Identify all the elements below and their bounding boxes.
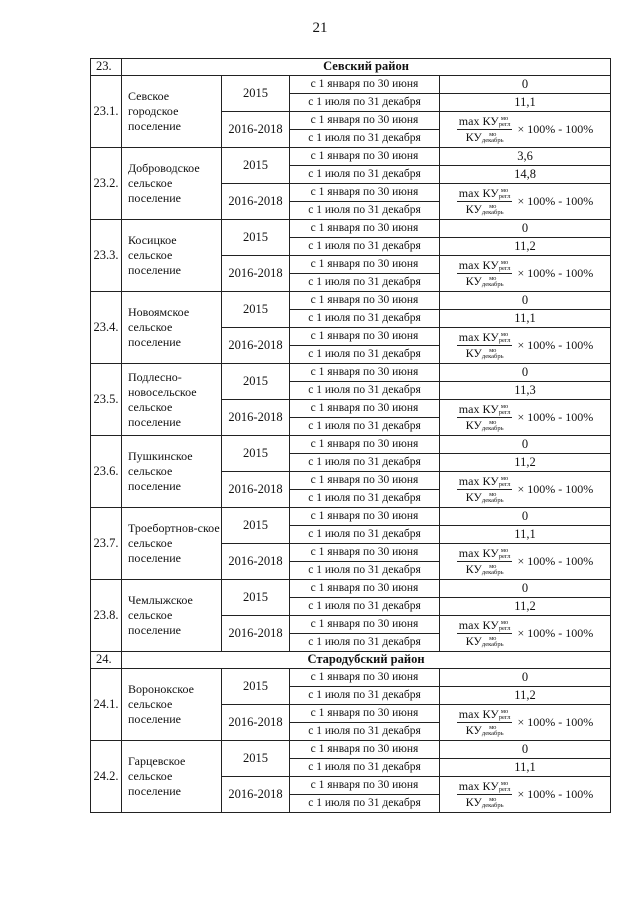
year-cell: 2015	[222, 741, 290, 777]
period-cell: с 1 июля по 31 декабря	[290, 202, 440, 220]
ku-symbol: КУ	[482, 706, 499, 721]
settlement-name: Пушкинское сельское поселение	[122, 436, 222, 508]
ku-indices	[499, 260, 511, 272]
ku-subscript: декабрь	[481, 497, 504, 505]
period-cell: с 1 января по 30 июня	[290, 508, 440, 526]
ku-superscript: мо	[500, 187, 509, 195]
ku-superscript: мо	[489, 491, 497, 499]
period-cell: с 1 января по 30 июня	[290, 741, 440, 759]
period-cell: с 1 января по 30 июня	[290, 292, 440, 310]
value-cell: 0	[440, 292, 611, 310]
ku-indices	[482, 797, 504, 809]
period-cell: с 1 января по 30 июня	[290, 616, 440, 634]
period-cell: с 1 июля по 31 декабря	[290, 274, 440, 292]
formula-denominator	[464, 346, 506, 360]
value-cell: 3,6	[440, 148, 611, 166]
period-cell: с 1 января по 30 июня	[290, 544, 440, 562]
ku-symbol: КУ	[465, 202, 482, 216]
formula-multiplier: × 100% - 100%	[517, 787, 594, 802]
value-cell: 14,8	[440, 166, 611, 184]
table-row	[91, 148, 611, 166]
max-label: max	[458, 185, 480, 200]
value-cell: 11,2	[440, 454, 611, 472]
ku-symbol: КУ	[465, 130, 482, 144]
ku-subscript: регл	[498, 481, 511, 489]
formula-cell	[440, 328, 611, 364]
formula	[457, 259, 593, 288]
formula-multiplier: × 100% - 100%	[517, 715, 594, 730]
page-number: 21	[312, 20, 328, 36]
period-cell: с 1 января по 30 июня	[290, 184, 440, 202]
ku-superscript: мо	[500, 115, 509, 123]
ku-indices	[482, 276, 504, 288]
year-cell: 2016-2018	[222, 472, 290, 508]
formula	[457, 547, 593, 576]
period-cell: с 1 июля по 31 декабря	[290, 634, 440, 652]
ku-symbol: КУ	[465, 634, 482, 648]
settlement-name: Гарцевское сельское поселение	[122, 741, 222, 813]
row-number: 23.7.	[91, 508, 122, 580]
row-number: 23.1.	[91, 76, 122, 148]
ku-symbol: КУ	[465, 723, 482, 737]
max-label: max	[458, 401, 480, 416]
ku-subscript: регл	[498, 265, 511, 273]
max-label: max	[458, 706, 480, 721]
formula-numerator	[457, 115, 513, 130]
settlement-name: Чемлыжское сельское поселение	[122, 580, 222, 652]
year-cell: 2015	[222, 436, 290, 472]
formula	[457, 331, 593, 360]
period-cell: с 1 июля по 31 декабря	[290, 382, 440, 400]
period-cell: с 1 июля по 31 декабря	[290, 454, 440, 472]
section-number: 23.	[91, 59, 122, 76]
ku-superscript: мо	[500, 547, 509, 555]
max-label: max	[458, 545, 480, 560]
period-cell: с 1 января по 30 июня	[290, 112, 440, 130]
ku-indices	[482, 492, 504, 504]
period-cell: с 1 июля по 31 декабря	[290, 562, 440, 580]
period-cell: с 1 января по 30 июня	[290, 436, 440, 454]
ku-symbol: КУ	[482, 401, 499, 416]
formula	[457, 708, 593, 737]
settlement-name: Севское городское поселение	[122, 76, 222, 148]
formula-multiplier: × 100% - 100%	[517, 626, 594, 641]
period-cell: с 1 января по 30 июня	[290, 364, 440, 382]
formula-denominator	[464, 634, 506, 648]
row-number: 23.5.	[91, 364, 122, 436]
settlement-name: Косицкое сельское поселение	[122, 220, 222, 292]
ku-superscript: мо	[489, 724, 497, 732]
period-cell: с 1 июля по 31 декабря	[290, 598, 440, 616]
value-cell: 0	[440, 669, 611, 687]
table-row	[91, 364, 611, 382]
period-cell: с 1 июля по 31 декабря	[290, 526, 440, 544]
value-cell: 11,2	[440, 598, 611, 616]
settlement-name: Новоямское сельское поселение	[122, 292, 222, 364]
ku-subscript: регл	[498, 625, 511, 633]
formula-cell	[440, 472, 611, 508]
formula-numerator	[457, 259, 513, 274]
settlement-name: Подлесно-новосельское сельское поселение	[122, 364, 222, 436]
year-cell: 2015	[222, 580, 290, 616]
max-label: max	[458, 778, 480, 793]
value-cell: 0	[440, 436, 611, 454]
ku-indices	[499, 620, 511, 632]
period-cell: с 1 июля по 31 декабря	[290, 346, 440, 364]
ku-subscript: декабрь	[481, 137, 504, 145]
year-cell: 2016-2018	[222, 328, 290, 364]
ku-subscript: регл	[498, 121, 511, 129]
ku-indices	[482, 348, 504, 360]
year-cell: 2015	[222, 148, 290, 184]
ku-subscript: регл	[498, 409, 511, 417]
period-cell: с 1 июля по 31 декабря	[290, 759, 440, 777]
formula-multiplier: × 100% - 100%	[517, 266, 594, 281]
formula-denominator	[464, 418, 506, 432]
section-number: 24.	[91, 652, 122, 669]
formula	[457, 475, 593, 504]
formula-denominator	[464, 723, 506, 737]
period-cell: с 1 января по 30 июня	[290, 777, 440, 795]
formula-fraction	[457, 708, 513, 737]
formula-numerator	[457, 708, 513, 723]
formula-denominator	[464, 795, 506, 809]
period-cell: с 1 января по 30 июня	[290, 256, 440, 274]
formula-fraction	[457, 187, 513, 216]
year-cell: 2016-2018	[222, 705, 290, 741]
period-cell: с 1 января по 30 июня	[290, 148, 440, 166]
formula-cell	[440, 112, 611, 148]
ku-indices	[482, 725, 504, 737]
ku-symbol: КУ	[482, 778, 499, 793]
table-row	[91, 76, 611, 94]
period-cell: с 1 июля по 31 декабря	[290, 723, 440, 741]
formula-fraction	[457, 331, 513, 360]
ku-superscript: мо	[500, 780, 509, 788]
ku-symbol: КУ	[482, 257, 499, 272]
formula-multiplier: × 100% - 100%	[517, 482, 594, 497]
ku-symbol: КУ	[482, 329, 499, 344]
formula-denominator	[464, 130, 506, 144]
section-title: Севский район	[122, 59, 611, 76]
formula	[457, 115, 593, 144]
ku-subscript: декабрь	[481, 569, 504, 577]
ku-superscript: мо	[489, 275, 497, 283]
ku-indices	[499, 476, 511, 488]
formula	[457, 187, 593, 216]
year-cell: 2015	[222, 669, 290, 705]
formula-fraction	[457, 115, 513, 144]
ku-subscript: декабрь	[481, 281, 504, 289]
ku-symbol: КУ	[465, 346, 482, 360]
ku-indices	[499, 709, 511, 721]
formula-cell	[440, 256, 611, 292]
ku-symbol: КУ	[465, 490, 482, 504]
row-number: 23.8.	[91, 580, 122, 652]
period-cell: с 1 июля по 31 декабря	[290, 238, 440, 256]
max-label: max	[458, 257, 480, 272]
ku-indices	[482, 564, 504, 576]
ku-symbol: КУ	[482, 113, 499, 128]
ku-subscript: декабрь	[481, 209, 504, 217]
value-cell: 11,1	[440, 94, 611, 112]
formula-cell	[440, 777, 611, 813]
period-cell: с 1 июля по 31 декабря	[290, 310, 440, 328]
ku-indices	[482, 204, 504, 216]
ku-subscript: декабрь	[481, 641, 504, 649]
ku-subscript: регл	[498, 714, 511, 722]
formula-numerator	[457, 403, 513, 418]
formula-numerator	[457, 619, 513, 634]
formula-denominator	[464, 490, 506, 504]
formula-cell	[440, 184, 611, 220]
year-cell: 2015	[222, 364, 290, 400]
ku-superscript: мо	[489, 796, 497, 804]
ku-indices	[482, 636, 504, 648]
year-cell: 2016-2018	[222, 616, 290, 652]
ku-indices	[482, 420, 504, 432]
period-cell: с 1 января по 30 июня	[290, 328, 440, 346]
row-number: 23.2.	[91, 148, 122, 220]
value-cell: 0	[440, 580, 611, 598]
formula-fraction	[457, 547, 513, 576]
period-cell: с 1 июля по 31 декабря	[290, 94, 440, 112]
ku-symbol: КУ	[465, 418, 482, 432]
formula-multiplier: × 100% - 100%	[517, 410, 594, 425]
table-row	[91, 292, 611, 310]
row-number: 24.2.	[91, 741, 122, 813]
year-cell: 2015	[222, 220, 290, 256]
formula-multiplier: × 100% - 100%	[517, 554, 594, 569]
ku-superscript: мо	[489, 203, 497, 211]
value-cell: 11,2	[440, 687, 611, 705]
ku-symbol: КУ	[482, 473, 499, 488]
ku-symbol: КУ	[465, 274, 482, 288]
formula-fraction	[457, 780, 513, 809]
ku-indices	[499, 548, 511, 560]
period-cell: с 1 июля по 31 декабря	[290, 795, 440, 813]
value-cell: 0	[440, 364, 611, 382]
ku-superscript: мо	[500, 403, 509, 411]
ku-symbol: КУ	[465, 795, 482, 809]
settlement-name: Воронокское сельское поселение	[122, 669, 222, 741]
year-cell: 2015	[222, 292, 290, 328]
formula-numerator	[457, 331, 513, 346]
period-cell: с 1 июля по 31 декабря	[290, 130, 440, 148]
year-cell: 2016-2018	[222, 184, 290, 220]
ku-superscript: мо	[489, 563, 497, 571]
period-cell: с 1 июля по 31 декабря	[290, 490, 440, 508]
formula-fraction	[457, 475, 513, 504]
value-cell: 0	[440, 76, 611, 94]
formula-numerator	[457, 475, 513, 490]
ku-superscript: мо	[489, 419, 497, 427]
ku-subscript: регл	[498, 337, 511, 345]
row-number: 23.3.	[91, 220, 122, 292]
ku-indices	[482, 132, 504, 144]
ku-subscript: декабрь	[481, 730, 504, 738]
ku-indices	[499, 188, 511, 200]
formula-numerator	[457, 780, 513, 795]
period-cell: с 1 января по 30 июня	[290, 705, 440, 723]
ku-superscript: мо	[500, 619, 509, 627]
formula	[457, 403, 593, 432]
section-header-row	[91, 59, 611, 76]
ku-subscript: регл	[498, 553, 511, 561]
ku-symbol: КУ	[482, 617, 499, 632]
ku-superscript: мо	[500, 475, 509, 483]
year-cell: 2015	[222, 508, 290, 544]
period-cell: с 1 января по 30 июня	[290, 472, 440, 490]
value-cell: 11,3	[440, 382, 611, 400]
max-label: max	[458, 473, 480, 488]
value-cell: 0	[440, 741, 611, 759]
period-cell: с 1 июля по 31 декабря	[290, 418, 440, 436]
formula-cell	[440, 705, 611, 741]
table-row	[91, 436, 611, 454]
ku-superscript: мо	[500, 708, 509, 716]
formula-fraction	[457, 619, 513, 648]
formula-fraction	[457, 403, 513, 432]
period-cell: с 1 января по 30 июня	[290, 580, 440, 598]
max-label: max	[458, 329, 480, 344]
formula-denominator	[464, 202, 506, 216]
period-cell: с 1 июля по 31 декабря	[290, 166, 440, 184]
formula	[457, 619, 593, 648]
formula	[457, 780, 593, 809]
section-header-row	[91, 652, 611, 669]
value-cell: 0	[440, 508, 611, 526]
max-label: max	[458, 617, 480, 632]
row-number: 24.1.	[91, 669, 122, 741]
ku-superscript: мо	[500, 259, 509, 267]
table-row	[91, 508, 611, 526]
period-cell: с 1 января по 30 июня	[290, 220, 440, 238]
ku-subscript: декабрь	[481, 353, 504, 361]
ku-indices	[499, 781, 511, 793]
table-row	[91, 580, 611, 598]
year-cell: 2016-2018	[222, 544, 290, 580]
ku-indices	[499, 116, 511, 128]
period-cell: с 1 июля по 31 декабря	[290, 687, 440, 705]
ku-symbol: КУ	[482, 545, 499, 560]
value-cell: 0	[440, 220, 611, 238]
ku-superscript: мо	[500, 331, 509, 339]
value-cell: 11,1	[440, 310, 611, 328]
formula-numerator	[457, 187, 513, 202]
formula-cell	[440, 616, 611, 652]
ku-superscript: мо	[489, 131, 497, 139]
formula-multiplier: × 100% - 100%	[517, 194, 594, 209]
ku-superscript: мо	[489, 347, 497, 355]
ku-subscript: регл	[498, 193, 511, 201]
formula-multiplier: × 100% - 100%	[517, 122, 594, 137]
formula-cell	[440, 544, 611, 580]
year-cell: 2016-2018	[222, 400, 290, 436]
year-cell: 2016-2018	[222, 112, 290, 148]
formula-fraction	[457, 259, 513, 288]
period-cell: с 1 января по 30 июня	[290, 669, 440, 687]
settlement-name: Доброводское сельское поселение	[122, 148, 222, 220]
settlement-name: Троебортнов-ское сельское поселение	[122, 508, 222, 580]
ku-superscript: мо	[489, 635, 497, 643]
period-cell: с 1 января по 30 июня	[290, 400, 440, 418]
table-row	[91, 669, 611, 687]
formula-denominator	[464, 562, 506, 576]
table-row	[91, 741, 611, 759]
value-cell: 11,2	[440, 238, 611, 256]
row-number: 23.4.	[91, 292, 122, 364]
formula-denominator	[464, 274, 506, 288]
table-row	[91, 220, 611, 238]
ku-symbol: КУ	[482, 185, 499, 200]
max-label: max	[458, 113, 480, 128]
ku-symbol: КУ	[465, 562, 482, 576]
section-title: Стародубский район	[122, 652, 611, 669]
tariff-table	[90, 58, 611, 813]
period-cell: с 1 января по 30 июня	[290, 76, 440, 94]
formula-numerator	[457, 547, 513, 562]
value-cell: 11,1	[440, 759, 611, 777]
year-cell: 2015	[222, 76, 290, 112]
ku-indices	[499, 332, 511, 344]
year-cell: 2016-2018	[222, 256, 290, 292]
value-cell: 11,1	[440, 526, 611, 544]
row-number: 23.6.	[91, 436, 122, 508]
ku-subscript: декабрь	[481, 802, 504, 810]
formula-multiplier: × 100% - 100%	[517, 338, 594, 353]
formula-cell	[440, 400, 611, 436]
ku-indices	[499, 404, 511, 416]
table-body	[91, 59, 611, 813]
year-cell: 2016-2018	[222, 777, 290, 813]
ku-subscript: декабрь	[481, 425, 504, 433]
ku-subscript: регл	[498, 786, 511, 794]
